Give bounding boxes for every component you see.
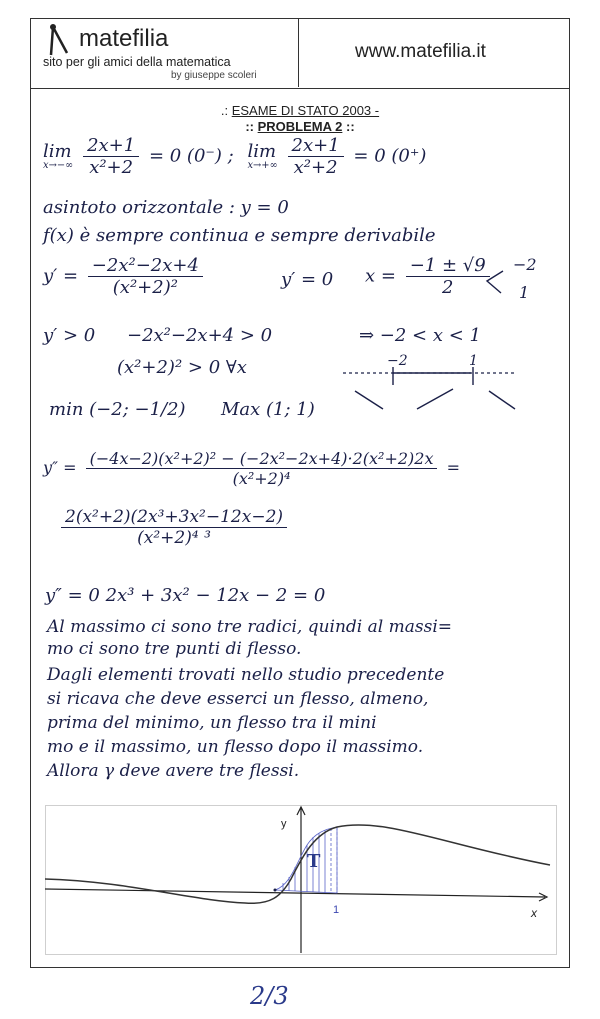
- problem-title: [31, 119, 569, 134]
- note-line-5: prima del minimo, un flesso tra il mini: [47, 713, 377, 733]
- asymptote-line: asintoto orizzontale : y = 0: [43, 197, 289, 218]
- lim1-word: lim: [43, 140, 72, 162]
- lim2-den: x²+2: [293, 157, 338, 178]
- sign-diagram: [341, 351, 521, 413]
- note-line-4: si ricava che deve esserci un flesso, almeno,: [47, 689, 429, 709]
- d1-den: (x²+2)²: [112, 277, 178, 298]
- tick-label: 1: [333, 904, 340, 916]
- limits-line: [43, 135, 426, 178]
- lim1-sub: x→−∞: [43, 159, 74, 171]
- region-label: T: [307, 851, 321, 872]
- pos-implies: ⇒ −2 < x < 1: [359, 325, 481, 346]
- note-line-2: mo ci sono tre punti di flesso.: [47, 639, 302, 659]
- page-sheet: [30, 18, 570, 968]
- lim1: [43, 140, 74, 171]
- d2b-num: 2(x²+2)(2x³+3x²−12x−2): [61, 507, 287, 528]
- first-derivative-line: [43, 255, 207, 298]
- exam-title-text: ESAME DI STATO 2003 -: [231, 103, 380, 118]
- lim2: [247, 140, 278, 171]
- d2-eq: =: [446, 458, 460, 477]
- website-link[interactable]: www.matefilia.it: [355, 41, 486, 62]
- d2b-den: (x²+2)⁴ ³: [137, 528, 211, 548]
- d2b-fraction: [61, 507, 287, 548]
- sign-right-label: 1: [469, 353, 478, 369]
- d2-lhs: y″ =: [43, 458, 77, 477]
- root-branch-icon: [481, 261, 511, 301]
- pos-den: (x²+2)² > 0 ∀x: [117, 357, 247, 378]
- brand-name: matefilia: [79, 25, 169, 52]
- note-line-7: Allora γ deve avere tre flessi.: [47, 761, 300, 781]
- d1-zero: y′ = 0: [281, 269, 334, 290]
- brand-byline: by giuseppe scoleri: [171, 70, 257, 81]
- pos-lhs: y′ > 0: [43, 325, 96, 346]
- second-derivative-simplified: [57, 507, 291, 548]
- second-derivative-line: [43, 449, 460, 488]
- d1-sol-den: 2: [441, 277, 454, 298]
- title-prefix: .:: [220, 103, 232, 118]
- sign-left-label: −2: [387, 353, 408, 369]
- d1-fraction: [88, 255, 203, 298]
- d2-zero-line: y″ = 0 2x³ + 3x² − 12x − 2 = 0: [45, 585, 326, 606]
- continuity-line: f(x) è sempre continua e sempre derivabile: [43, 225, 436, 246]
- lim1-result: = 0 (0⁻) ;: [148, 145, 234, 167]
- problem-prefix: ::: [245, 119, 258, 134]
- d1-x: x =: [365, 265, 396, 287]
- d1-sol-num: −1 ± √9: [406, 255, 490, 277]
- d2-num: (−4x−2)(x²+2)² − (−2x²−2x+4)·2(x²+2)2x: [86, 449, 438, 469]
- problem-suffix: ::: [342, 119, 355, 134]
- minimum-point: min (−2; −1/2): [49, 399, 186, 420]
- lim2-result: = 0 (0⁺): [353, 145, 427, 167]
- x-axis-label: x: [531, 906, 537, 920]
- d2-den: (x²+2)⁴: [232, 469, 291, 488]
- d1-lhs: y′ =: [43, 265, 79, 287]
- lim2-fraction: [288, 135, 344, 178]
- lim1-num: 2x+1: [83, 135, 139, 157]
- pos-ineq: −2x²−2x+4 > 0: [127, 325, 273, 346]
- lim2-num: 2x+1: [288, 135, 344, 157]
- compass-logo-icon: [45, 23, 75, 59]
- d1-num: −2x²−2x+4: [88, 255, 203, 277]
- y-axis-label: y: [281, 818, 287, 830]
- d1-sol-fraction: [406, 255, 490, 298]
- brand-tagline: sito per gli amici della matematica: [43, 55, 231, 69]
- problem-title-text: PROBLEMA 2: [257, 119, 343, 134]
- maximum-point: Max (1; 1): [221, 399, 315, 420]
- d2-fraction: [86, 449, 438, 488]
- note-line-3: Dagli elementi trovati nello studio precedente: [47, 665, 445, 685]
- note-line-1: Al massimo ci sono tre radici, quindi al massi=: [47, 617, 452, 637]
- d1-solution: [365, 255, 494, 298]
- page-number: 2/3: [250, 982, 289, 1010]
- brand-box: [31, 19, 299, 87]
- lim2-sub: x→+∞: [247, 159, 278, 171]
- page-header: [31, 19, 569, 89]
- lim1-fraction: [83, 135, 139, 178]
- lim1-den: x²+2: [89, 157, 134, 178]
- d1-root2: 1: [519, 283, 530, 302]
- exam-title: [31, 103, 569, 118]
- lim2-word: lim: [247, 140, 277, 162]
- note-line-6: mo e il massimo, un flesso dopo il massimo.: [47, 737, 424, 757]
- d1-root1: −2: [513, 255, 537, 274]
- function-graph: [45, 805, 557, 955]
